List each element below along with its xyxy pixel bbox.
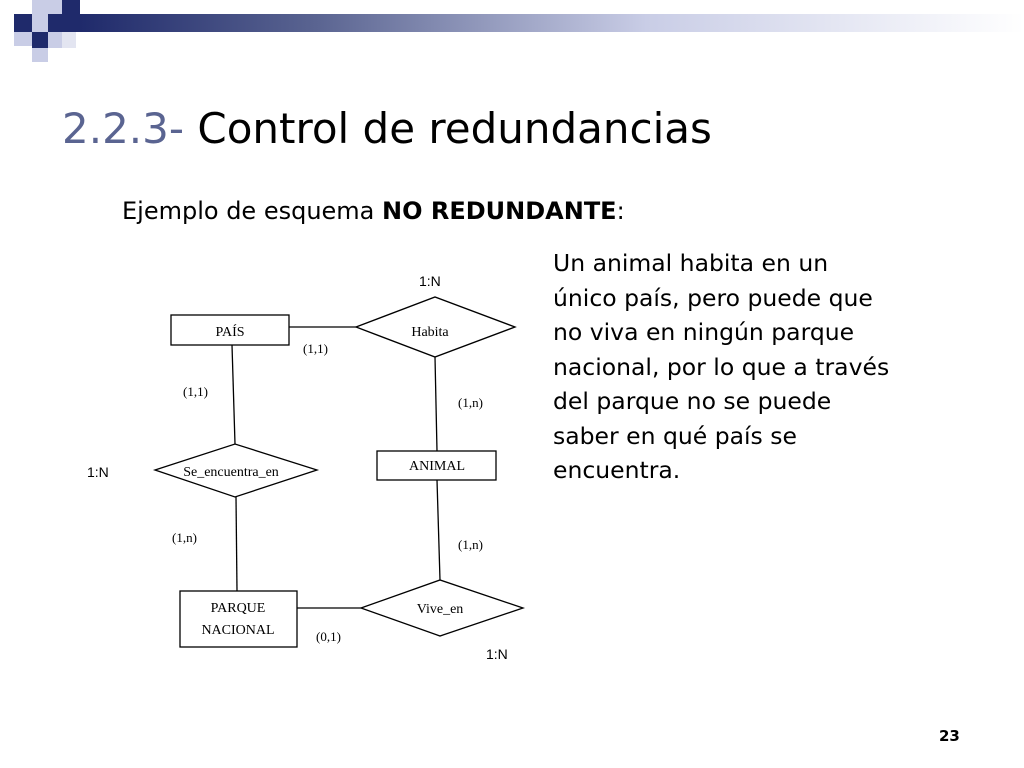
subtitle-suffix: : <box>616 197 625 225</box>
explanation-line: nacional, por lo que a través <box>553 352 890 381</box>
ratio-habita: 1:N <box>419 273 441 289</box>
explanation-line: Un animal habita en un <box>553 249 829 277</box>
entity-parque-label-line2: NACIONAL <box>201 623 275 638</box>
explanation-line: no viva en ningún parque <box>553 318 855 346</box>
cardinality-pais-se-encuentra: (1,1) <box>183 384 208 399</box>
cardinality-pais-habita: (1,1) <box>303 341 328 356</box>
page-number: 23 <box>939 727 960 745</box>
entity-parque-box <box>180 591 297 647</box>
ratio-se-encuentra-en: 1:N <box>87 464 109 480</box>
subtitle-bold: NO REDUNDANTE <box>382 197 617 225</box>
subtitle-prefix: Ejemplo de esquema <box>122 197 383 225</box>
entity-pais-label: PAÍS <box>215 325 245 340</box>
explanation-line: del parque no se puede <box>553 387 832 415</box>
entity-animal-label: ANIMAL <box>409 459 465 474</box>
cardinality-animal-vive-en: (1,n) <box>458 537 483 552</box>
ratio-vive-en: 1:N <box>486 646 508 662</box>
cardinality-habita-animal: (1,n) <box>458 395 483 410</box>
cardinality-vive-en-parque: (0,1) <box>316 629 341 644</box>
edge-se-encuentra-parque <box>236 497 237 591</box>
title-number: 2.2.3- <box>62 104 185 153</box>
edge-animal-vive-en <box>437 480 440 580</box>
relationship-vive-en-label: Vive_en <box>416 602 464 617</box>
explanation-line: encuentra. <box>553 456 681 484</box>
cardinality-se-encuentra-parque: (1,n) <box>172 530 197 545</box>
explanation-line: único país, pero puede que <box>553 283 873 312</box>
entity-parque-label-line1: PARQUE <box>210 601 266 616</box>
title-text: Control de redundancias <box>197 104 712 153</box>
edge-pais-se-encuentra <box>232 345 235 444</box>
edge-habita-animal <box>435 357 437 451</box>
relationship-habita-label: Habita <box>411 325 449 340</box>
explanation-line: saber en qué país se <box>553 421 797 450</box>
relationship-se-encuentra-label: Se_encuentra_en <box>183 465 279 480</box>
